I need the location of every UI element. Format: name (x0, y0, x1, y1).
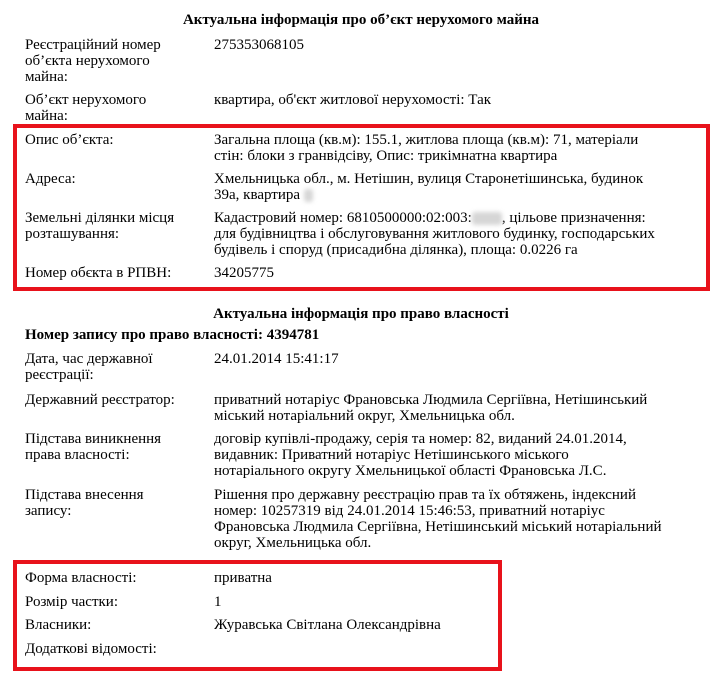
date-label: Дата, час державної реєстрації: (25, 351, 153, 383)
address-label: Адреса: (25, 171, 76, 187)
object-value: квартира, об'єкт житлової нерухомості: Так (214, 92, 492, 108)
object-row (25, 92, 705, 126)
form-value: приватна (214, 570, 272, 586)
land-label: Земельні ділянки місця розташування: (25, 210, 175, 242)
description-value: Загальна площа (кв.м): 155.1, житлова площа (кв.м): 71, матеріали стін: блоки з гранвідсіву, Опис: трикімнатна квартира (214, 132, 639, 164)
rpvn-label: Номер обєкта в РПВН: (25, 265, 172, 281)
reg-number-value: 275353068105 (214, 37, 304, 53)
entry-basis-value: Рішення про державну реєстрацію прав та їх обтяжень, індексний номер: 10257319 від 24.01.2014 15:46:53, приватний нотаріус Франовська Людмила Сергіївна, Нетішинський міський нотаріальний округ, Хмельницька обл. (214, 487, 662, 551)
share-value: 1 (214, 594, 222, 610)
basis-label: Підстава виникнення права власності: (25, 431, 162, 463)
rpvn-value: 34205775 (214, 265, 274, 281)
form-label: Форма власності: (25, 570, 137, 586)
additional-label: Додаткові відомості: (25, 641, 157, 657)
reg-number-label: Реєстраційний номер об’єкта нерухомого майна: (25, 37, 161, 85)
property-section-title: Актуальна інформація про об’єкт нерухомого майна (182, 12, 540, 28)
address-text: Хмельницька обл., м. Нетішин, вулиця Старонетішинська, будинок 39а, квартира (214, 171, 644, 203)
object-label: Об’єкт нерухомого майна: (25, 92, 147, 124)
land-value-suffix: , цільове призначення: для будівництва і обслуговування житлового будинку, господарських будівель і споруд (присадибна ділянка), площа: 0.0226 га (214, 210, 655, 258)
record-number: Номер запису про право власності: 4394781 (25, 327, 320, 343)
highlight-frame-ownership (13, 560, 502, 671)
reg-number-row (25, 37, 705, 87)
registrar-label: Державний реєстратор: (25, 392, 175, 408)
owners-value: Журавська Світлана Олександрівна (214, 617, 441, 633)
entry-basis-row (25, 487, 705, 553)
basis-row (25, 431, 705, 481)
date-row (25, 351, 705, 385)
registrar-row (25, 392, 705, 426)
ownership-section-title: Актуальна інформація про право власності (213, 306, 509, 322)
share-label: Розмір частки: (25, 594, 118, 610)
basis-value: договір купівлі-продажу, серія та номер: 82, виданий 24.01.2014, видавник: Приватний нотаріус Нетішинського міського нотаріального округу Хмельницької області Франовська Л.С. (214, 431, 627, 479)
highlight-frame-property (13, 124, 710, 291)
owners-label: Власники: (25, 617, 92, 633)
description-label: Опис об’єкта: (25, 132, 114, 148)
land-value-prefix: Кадастровий номер: 6810500000:02:003: (214, 210, 472, 226)
registrar-value: приватний нотаріус Франовська Людмила Сергіївна, Нетішинський міський нотаріальний округ, Хмельницька обл. (214, 392, 648, 424)
date-value: 24.01.2014 15:41:17 (214, 351, 339, 367)
entry-basis-label: Підстава внесення запису: (25, 487, 144, 519)
